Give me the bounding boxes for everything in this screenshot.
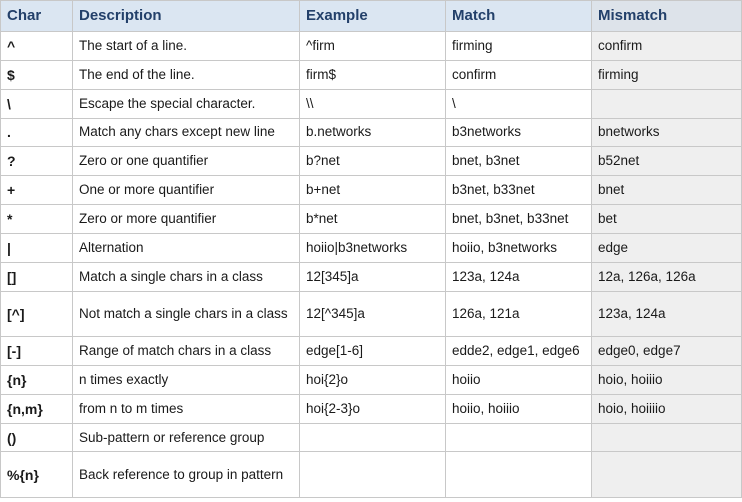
match-cell: b3networks: [446, 118, 592, 147]
example-cell: [300, 452, 446, 498]
mismatch-cell: hoio, hoiiiio: [592, 394, 742, 423]
description-cell: Escape the special character.: [73, 89, 300, 118]
header-example: Example: [300, 1, 446, 32]
description-cell: Range of match chars in a class: [73, 337, 300, 366]
mismatch-cell: edge: [592, 233, 742, 262]
match-cell: 123a, 124a: [446, 262, 592, 291]
mismatch-cell: b52net: [592, 147, 742, 176]
description-cell: from n to m times: [73, 394, 300, 423]
char-cell: {n,m}: [1, 394, 73, 423]
example-cell: hoi{2}o: [300, 365, 446, 394]
table-row: [1, 118, 742, 147]
example-cell: b*net: [300, 205, 446, 234]
description-cell: Alternation: [73, 233, 300, 262]
example-cell: b?net: [300, 147, 446, 176]
match-cell: bnet, b3net: [446, 147, 592, 176]
description-cell: Not match a single chars in a class: [73, 291, 300, 337]
description-cell: Sub-pattern or reference group: [73, 423, 300, 452]
char-cell: *: [1, 205, 73, 234]
match-cell: hoiio: [446, 365, 592, 394]
match-cell: [446, 423, 592, 452]
example-cell: hoiio|b3networks: [300, 233, 446, 262]
char-cell: {n}: [1, 365, 73, 394]
example-cell: ^firm: [300, 32, 446, 61]
header-mismatch: Mismatch: [592, 1, 742, 32]
mismatch-cell: edge0, edge7: [592, 337, 742, 366]
table-row: [1, 423, 742, 452]
mismatch-cell: bet: [592, 205, 742, 234]
description-cell: Zero or more quantifier: [73, 205, 300, 234]
table-row: [1, 89, 742, 118]
table-row: [1, 452, 742, 498]
char-cell: $: [1, 60, 73, 89]
match-cell: firming: [446, 32, 592, 61]
table-row: [1, 365, 742, 394]
table-row: [1, 233, 742, 262]
mismatch-cell: firming: [592, 60, 742, 89]
example-cell: b.networks: [300, 118, 446, 147]
char-cell: ^: [1, 32, 73, 61]
table-row: [1, 394, 742, 423]
char-cell: .: [1, 118, 73, 147]
example-cell: hoi{2-3}o: [300, 394, 446, 423]
header-char: Char: [1, 1, 73, 32]
example-cell: 12[345]a: [300, 262, 446, 291]
mismatch-cell: bnetworks: [592, 118, 742, 147]
header-match: Match: [446, 1, 592, 32]
description-cell: n times exactly: [73, 365, 300, 394]
mismatch-cell: [592, 89, 742, 118]
char-cell: ?: [1, 147, 73, 176]
table-row: [1, 262, 742, 291]
description-cell: The end of the line.: [73, 60, 300, 89]
table-row: [1, 147, 742, 176]
description-cell: Back reference to group in pattern: [73, 452, 300, 498]
table-row: [1, 291, 742, 337]
description-cell: Zero or one quantifier: [73, 147, 300, 176]
mismatch-cell: confirm: [592, 32, 742, 61]
mismatch-cell: hoio, hoiiio: [592, 365, 742, 394]
header-description: Description: [73, 1, 300, 32]
example-cell: \\: [300, 89, 446, 118]
header-row: [1, 1, 742, 32]
description-cell: The start of a line.: [73, 32, 300, 61]
char-cell: \: [1, 89, 73, 118]
match-cell: [446, 452, 592, 498]
description-cell: Match a single chars in a class: [73, 262, 300, 291]
match-cell: edde2, edge1, edge6: [446, 337, 592, 366]
match-cell: bnet, b3net, b33net: [446, 205, 592, 234]
match-cell: hoiio, hoiiio: [446, 394, 592, 423]
mismatch-cell: 12a, 126a, 126a: [592, 262, 742, 291]
match-cell: b3net, b33net: [446, 176, 592, 205]
mismatch-cell: [592, 452, 742, 498]
char-cell: |: [1, 233, 73, 262]
table-row: [1, 337, 742, 366]
char-cell: []: [1, 262, 73, 291]
char-cell: +: [1, 176, 73, 205]
example-cell: 12[^345]a: [300, 291, 446, 337]
table-row: [1, 205, 742, 234]
char-cell: %{n}: [1, 452, 73, 498]
description-cell: One or more quantifier: [73, 176, 300, 205]
example-cell: b+net: [300, 176, 446, 205]
table-row: [1, 32, 742, 61]
char-cell: [-]: [1, 337, 73, 366]
mismatch-cell: [592, 423, 742, 452]
example-cell: [300, 423, 446, 452]
table-row: [1, 60, 742, 89]
match-cell: \: [446, 89, 592, 118]
match-cell: confirm: [446, 60, 592, 89]
match-cell: 126a, 121a: [446, 291, 592, 337]
example-cell: edge[1-6]: [300, 337, 446, 366]
description-cell: Match any chars except new line: [73, 118, 300, 147]
char-cell: [^]: [1, 291, 73, 337]
mismatch-cell: bnet: [592, 176, 742, 205]
mismatch-cell: 123a, 124a: [592, 291, 742, 337]
table-row: [1, 176, 742, 205]
match-cell: hoiio, b3networks: [446, 233, 592, 262]
example-cell: firm$: [300, 60, 446, 89]
char-cell: (): [1, 423, 73, 452]
